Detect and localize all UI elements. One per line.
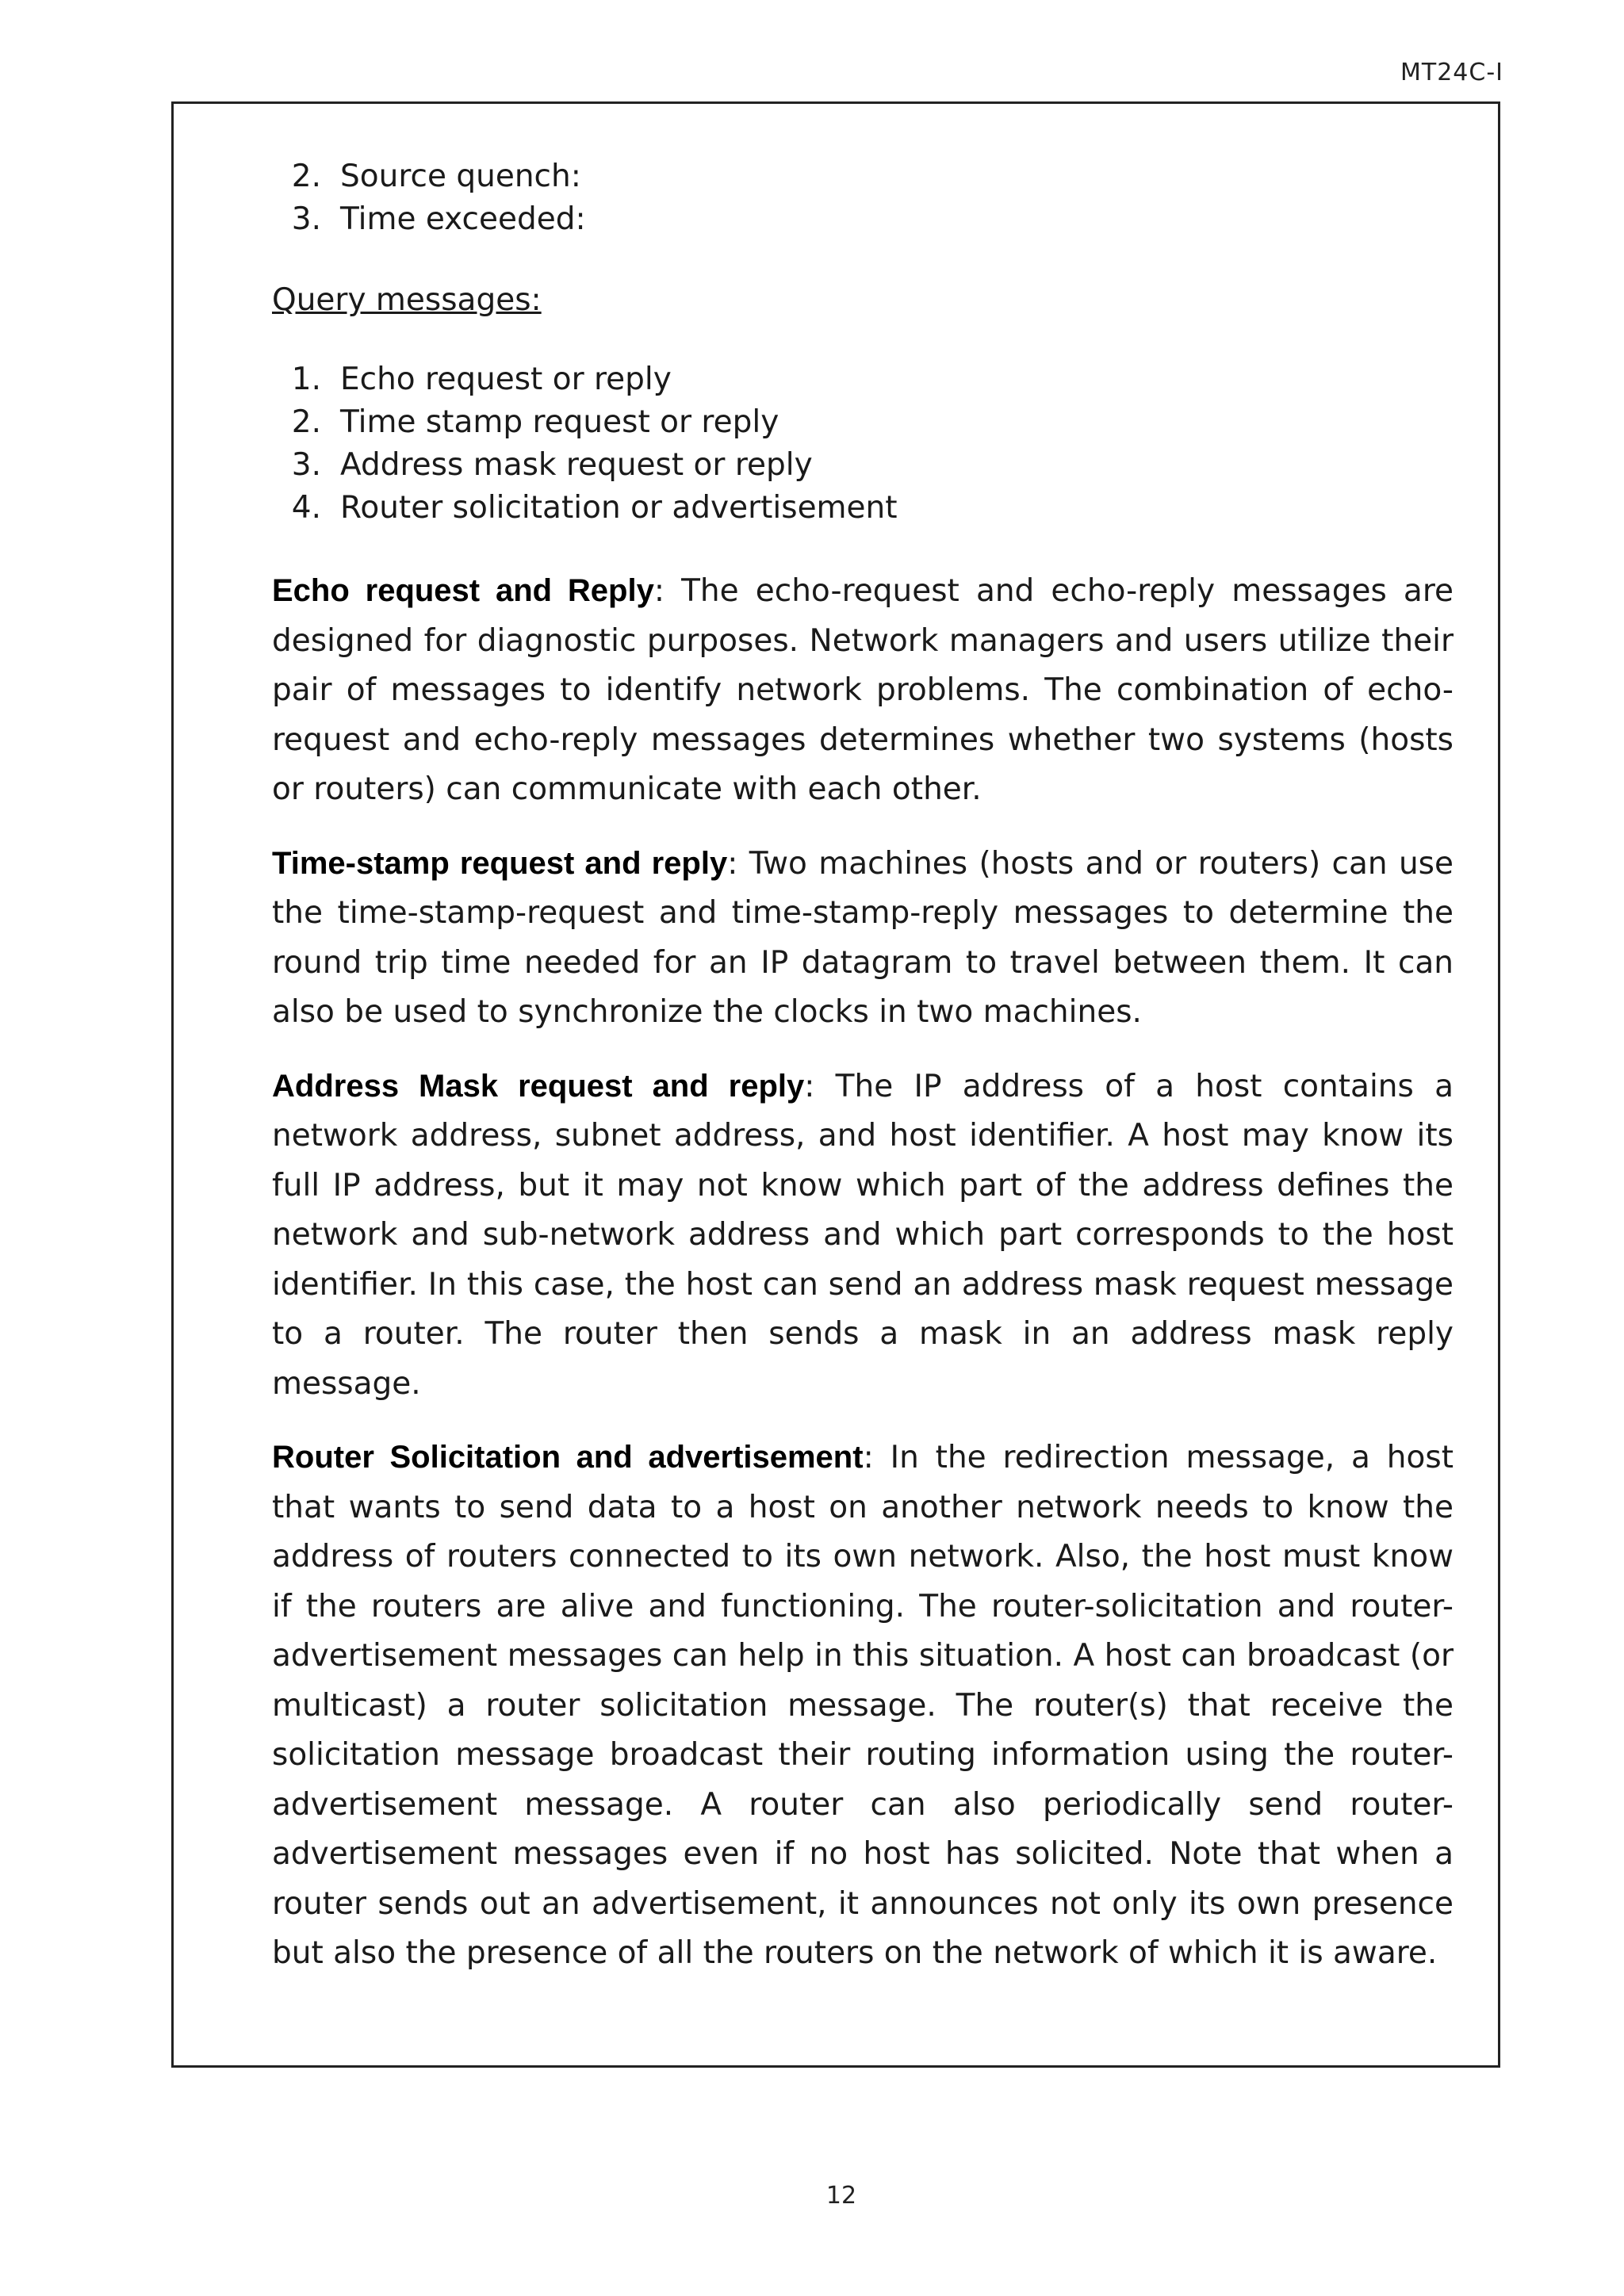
list-item-text: Router solicitation or advertisement (340, 490, 898, 526)
list-item-number: 2. (291, 404, 321, 440)
document-code: MT24C-I (1400, 59, 1503, 86)
timestamp-paragraph (272, 839, 1454, 1038)
list-item-number: 4. (291, 490, 321, 526)
list-item (272, 155, 1454, 198)
error-list-continued (272, 155, 1454, 241)
query-messages-list (272, 358, 1454, 530)
list-item-text: Time stamp request or reply (340, 404, 779, 440)
router-solicitation-paragraph (272, 1433, 1454, 1979)
list-item-text: Echo request or reply (340, 362, 672, 397)
list-item-number: 1. (291, 362, 321, 397)
paragraph-body: : The IP address of a host contains a network address, subnet address, and host identifier. A host may know its full IP address, but it may not know which part of the address defines the network and sub-network address and which part corresponds to the host identifier. In this case, the host can send an address mask request message to a router. The router then sends a mask in an address mask reply message. (272, 1068, 1454, 1402)
list-item (272, 444, 1454, 487)
paragraph-body: : The echo-request and echo-reply messages are designed for diagnostic purposes. Network managers and users utilize their pair of messages to identify network problems. The combination of echo-request and echo-reply messages determines whether two systems (hosts or routers) can communicate with each other. (272, 573, 1454, 807)
query-messages-heading: Query messages: (272, 282, 542, 318)
list-item (272, 358, 1454, 401)
list-item (272, 198, 1454, 241)
list-item-number: 3. (291, 201, 321, 237)
list-item (272, 401, 1454, 444)
paragraph-body: : Two machines (hosts and or routers) can use the time-stamp-request and time-stamp-reply messages to determine the round trip time needed for an IP datagram to travel between them. It can also be used to synchronize the clocks in two machines. (272, 845, 1454, 1030)
page-number: 12 (825, 2182, 857, 2210)
list-item-text: Source quench: (340, 159, 581, 194)
paragraph-term: Time-stamp request and reply (272, 845, 728, 881)
paragraph-body: : In the redirection message, a host that wants to send data to a host on another network needs to know the address of routers connected to its own network. Also, the host must know if the routers are alive and functioning. The router-solicitation and router-advertisement messages can help in this situation. A host can broadcast (or multicast) a router solicitation message. The router(s) that receive the solicitation message broadcast their routing information using the router-advertisement message. A router can also periodically send router-advertisement messages even if no host has solicited. Note that when a router sends out an advertisement, it announces not only its own presence but also the presence of all the routers on the network of which it is aware. (272, 1440, 1454, 1971)
list-item-number: 2. (291, 159, 321, 194)
list-item-number: 3. (291, 447, 321, 483)
paragraph-term: Router Solicitation and advertisement (272, 1440, 864, 1475)
paragraph-term: Echo request and Reply (272, 573, 654, 608)
echo-paragraph (272, 566, 1454, 815)
paragraph-term: Address Mask request and reply (272, 1068, 805, 1104)
list-item-text: Address mask request or reply (340, 447, 813, 483)
list-item-text: Time exceeded: (340, 201, 586, 237)
address-mask-paragraph (272, 1062, 1454, 1410)
page-content (272, 155, 1454, 1979)
list-item (272, 487, 1454, 530)
